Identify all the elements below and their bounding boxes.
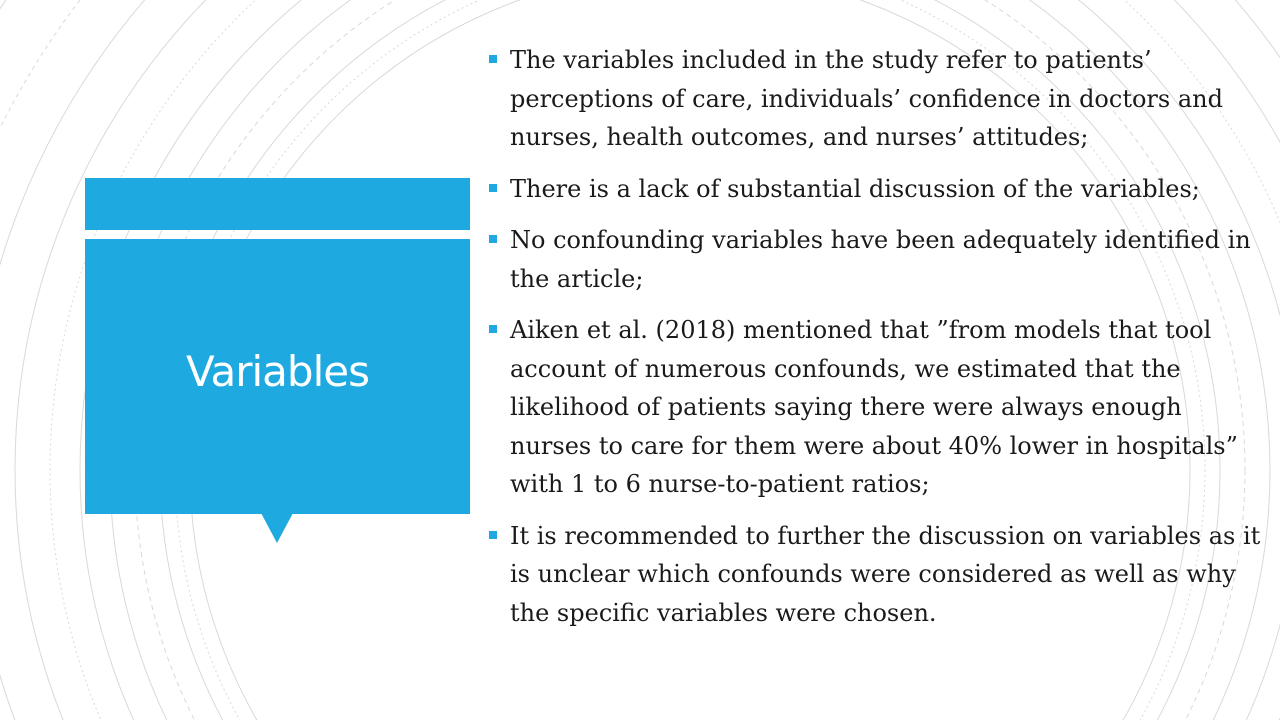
bullet-item bbox=[488, 170, 1270, 209]
bullet-text: The variables included in the study refer to patients’ perceptions of care, individuals’ confidence in doctors and nurses, health outcomes, and nurses’ attitudes; bbox=[510, 46, 1223, 151]
bullet-item bbox=[488, 41, 1270, 157]
callout-pointer-icon bbox=[261, 513, 293, 543]
bullet-text: It is recommended to further the discussion on variables as it is unclear which confounds were considered as well as why the specific variables were chosen. bbox=[510, 521, 1261, 627]
square-bullet-icon bbox=[489, 235, 497, 243]
bullet-list bbox=[488, 41, 1270, 645]
bullet-item bbox=[488, 311, 1270, 504]
bullet-text: There is a lack of substantial discussion of the variables; bbox=[510, 174, 1200, 203]
bullet-item bbox=[488, 517, 1270, 633]
square-bullet-icon bbox=[489, 184, 497, 192]
square-bullet-icon bbox=[489, 55, 497, 63]
bullet-text: No confounding variables have been adequately identified in the article; bbox=[510, 226, 1251, 293]
square-bullet-icon bbox=[489, 325, 497, 333]
bullet-text: Aiken et al. (2018) mentioned that ”from models that tool account of numerous confounds, we estimated that the likelihood of patients saying there were always enough nurses to care for them were about 40% lower in hospitals” with 1 to 6 nurse-to-patient ratios; bbox=[510, 316, 1238, 498]
square-bullet-icon bbox=[489, 531, 497, 539]
bullet-item bbox=[488, 221, 1270, 298]
slide-title: Variables bbox=[186, 347, 369, 396]
title-accent-bar bbox=[85, 178, 470, 230]
